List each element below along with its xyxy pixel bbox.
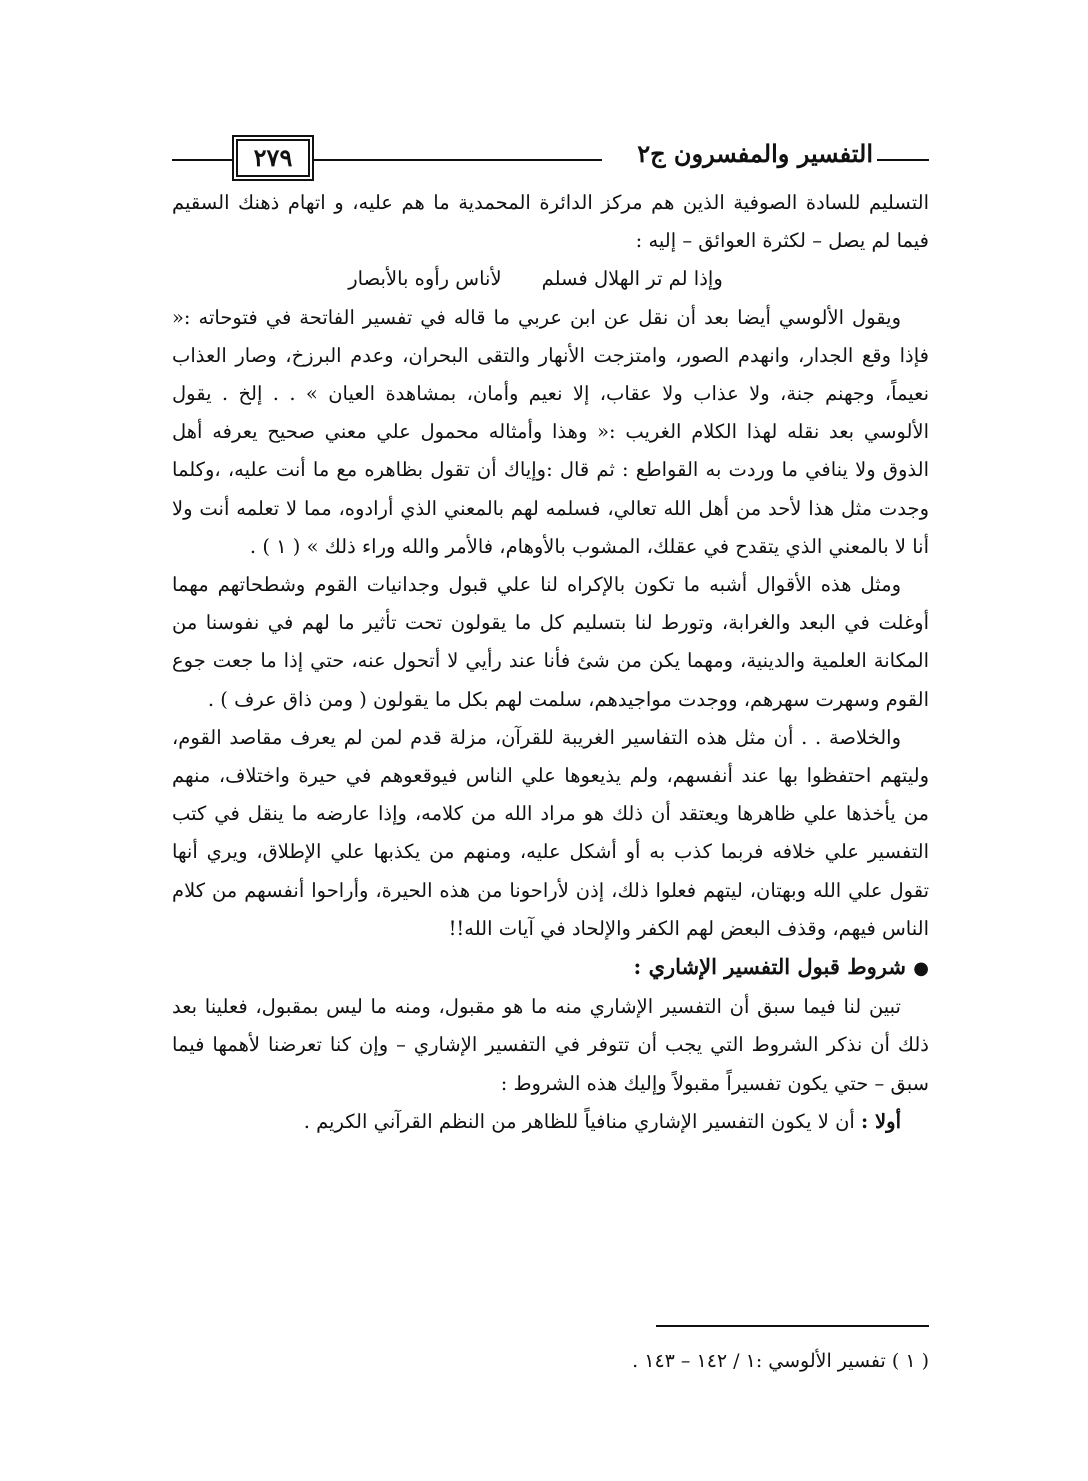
header-rule-right	[877, 159, 929, 161]
bullet-icon: ●	[913, 958, 929, 980]
list-marker-first: أولا :	[861, 1109, 901, 1133]
paragraph-1: التسليم للسادة الصوفية الذين هم مركز الدائرة المحمدية ما هم عليه، و اتهام ذهنك السقيم فيما لم يصل – لكثرة العوائق – إليه :	[172, 191, 929, 253]
paragraph-2: ويقول الألوسي أيضا بعد أن نقل عن ابن عربي ما قاله في تفسير الفاتحة في فتوحاته :« فإذا وقع الجدار، وانهدم الصور، وامتزجت الأنهار والتقى البحران، وعدم البرزخ، وصار العذاب نعيماً، وجهنم جنة، ولا عذاب ولا عقاب، إلا نعيم وأمان، بمشاهدة العيان » . . إلخ . يقول الألوسي بعد نقله لهذا الكلام الغريب :« وهذا وأمثاله محمول علي معني صحيح يعرفه أهل الذوق ولا ينافي ما وردت به القواطع : ثم قال :وإياك أن تقول بظاهره مع ما أنت عليه، ،وكلما وجدت مثل هذا لأحد من أهل الله تعالي، فسلمه لهم بالمعني الذي أرادوه، مما لا تعلمه أنت ولا أنا لا بالمعني الذي يتقدح في عقلك، المشوب بالأوهام، فالأمر والله وراء ذلك » ( ١ ) .	[172, 305, 929, 558]
paragraph-4: والخلاصة . . أن مثل هذه التفاسير الغريبة للقرآن، مزلة قدم لمن لم يعرف مقاصد القوم، وليتهم احتفظوا بها عند أنفسهم، ولم يذيعوها علي الناس فيوقعوهم في حيرة واختلاف، منهم من يأخذها علي ظاهرها ويعتقد أن ذلك هو مراد الله من كلامه، وإذا عارضه ما ينقل في كتب التفسير علي خلافه فربما كذب به أو أشكل عليه، ومنهم من يكذبها علي الإطلاق، ويري أنها تقول علي الله وبهتان، ليتهم فعلوا ذلك، إذن لأراحونا من هذه الحيرة، وأراحوا أنفسهم من كلام الناس فيهم، وقذف البعض لهم الكفر والإلحاد في آيات الله!!	[172, 725, 929, 940]
verse-first-hemistich: وإذا لم تر الهلال فسلم	[541, 267, 723, 291]
poetry-verse	[172, 260, 929, 298]
footnote: ( ١ ) تفسير الألوسي :١ / ١٤٢ – ١٤٣ .	[632, 1350, 929, 1372]
verse-second-hemistich: لأناس رأوه بالأبصار	[348, 267, 502, 291]
paragraph-6-text: أن لا يكون التفسير الإشاري منافياً للظاهر من النظم القرآني الكريم .	[303, 1109, 855, 1133]
main-text	[172, 184, 929, 1141]
running-title: التفسير والمفسرون ج٢	[637, 139, 873, 168]
paragraph-3: ومثل هذه الأقوال أشبه ما تكون بالإكراه لنا علي قبول وجدانيات القوم وشطحاتهم مهما أوغلت في البعد والغرابة، وتورط لنا بتسليم كل ما يقولون تحت تأثير ما لهم في نفوسنا من المكانة العلمية والدينية، ومهما يكن من شئ فأنا عند رأيي لا أتحول عنه، حتي إذا ما جعت جوع القوم وسهرت سهرهم، ووجدت مواجيدهم، سلمت لهم بكل ما يقولون ( ومن ذاق عرف ) .	[172, 573, 929, 711]
section-heading	[172, 948, 929, 988]
section-heading-text: شروط قبول التفسير الإشاري :	[633, 954, 906, 980]
footnote-separator	[656, 1325, 929, 1327]
page-number: ٢٧٩	[236, 139, 310, 177]
header-rule-left	[172, 159, 234, 161]
paragraph-6	[172, 1103, 929, 1141]
header-rule-middle	[312, 159, 602, 161]
page-header	[172, 135, 929, 179]
paragraph-5: تبين لنا فيما سبق أن التفسير الإشاري منه ما هو مقبول، ومنه ما ليس بمقبول، فعلينا بعد ذلك أن نذكر الشروط التي يجب أن تتوفر في التفسير الإشاري – وإن كنا تعرضنا لأهمها فيما سبق – حتي يكون تفسيراً مقبولاً وإليك هذه الشروط :	[172, 995, 929, 1095]
